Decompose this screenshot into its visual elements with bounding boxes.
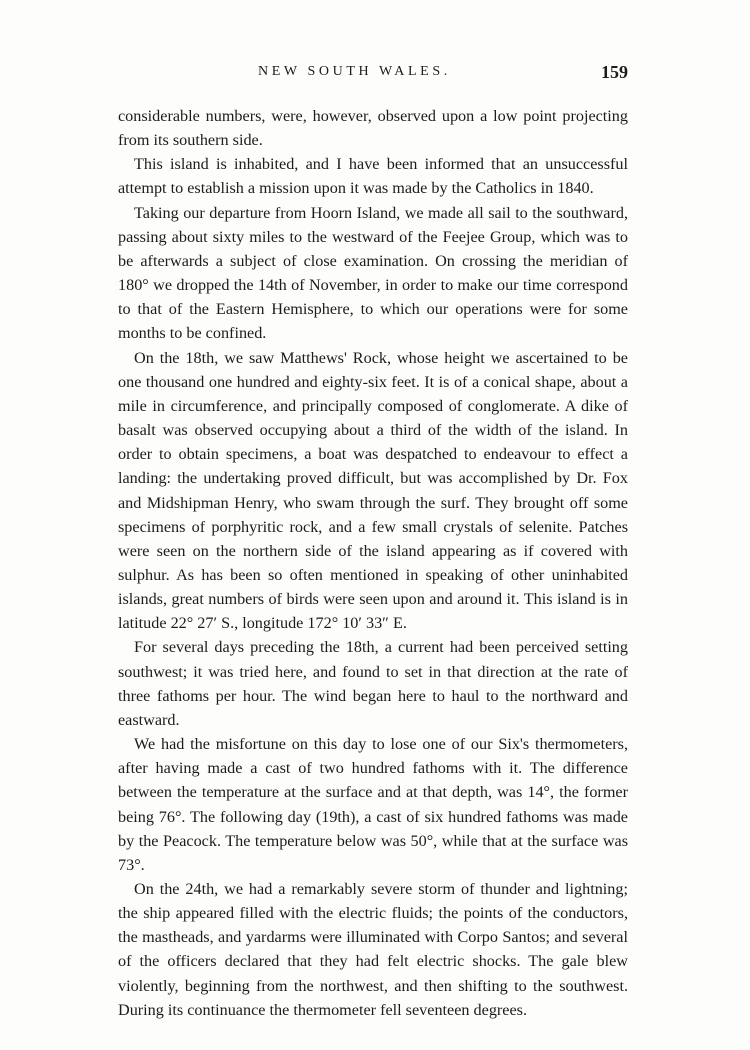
page-number: 159 (601, 62, 628, 82)
paragraph: For several days preceding the 18th, a current had been perceived setting southwest; it was tried here, and found to set in that direction at the rate of three fathoms per hour. The wind began here to haul to the northward and eastward. (118, 638, 628, 729)
body-text (118, 104, 628, 1022)
paragraph: We had the misfortune on this day to lose one of our Six's thermometers, after having made a cast of two hundred fathoms with it. The difference between the temperature at the surface and at that depth, was 14°, the former being 76°. The following day (19th), a cast of six hundred fathoms was made by the Peacock. The temperature below was 50°, while that at the surface was 73°. (118, 735, 628, 874)
paragraph: Taking our departure from Hoorn Island, we made all sail to the southward, passing about sixty miles to the westward of the Feejee Group, which was to be afterwards a subject of close examination. On crossing the meridian of 180° we dropped the 14th of November, in order to make our time correspond to that of the Eastern Hemisphere, to which our operations were for some months to be confined. (118, 203, 628, 343)
paragraph: On the 24th, we had a remarkably severe storm of thunder and lightning; the ship appeared filled with the electric fluids; the points of the conductors, the mastheads, and yardarms were illuminated with Corpo Santos; and several of the officers declared that they had felt electric shocks. The gale blew violently, beginning from the northwest, and then shifting to the southwest. During its continuance the thermometer fell seventeen degrees. (118, 880, 628, 1019)
running-title: NEW SOUTH WALES. (258, 64, 451, 79)
paragraph: This island is inhabited, and I have been informed that an unsuccessful attempt to establish a mission upon it was made by the Catholics in 1840. (118, 155, 628, 198)
paragraph-continued: considerable numbers, were, however, observed upon a low point projecting from its southern side. (118, 107, 628, 150)
paragraph: On the 18th, we saw Matthews' Rock, whose height we ascertained to be one thousand one hundred and eighty-six feet. It is of a conical shape, about a mile in circumference, and principally composed of conglomerate. A dike of basalt was observed occupying about a third of the width of the island. In order to obtain specimens, a boat was despatched to endeavour to effect a landing: the undertaking proved difficult, but was accomplished by Dr. Fox and Midshipman Henry, who swam through the surf. They brought off some specimens of porphyritic rock, and a few small crystals of selenite. Patches were seen on the northern side of the island appearing as if covered with sulphur. As has been so often mentioned in speaking of other uninhabited islands, great numbers of birds were seen upon and around it. This island is in latitude 22° 27′ S., longitude 172° 10′ 33″ E. (118, 348, 628, 633)
running-head (118, 62, 628, 86)
